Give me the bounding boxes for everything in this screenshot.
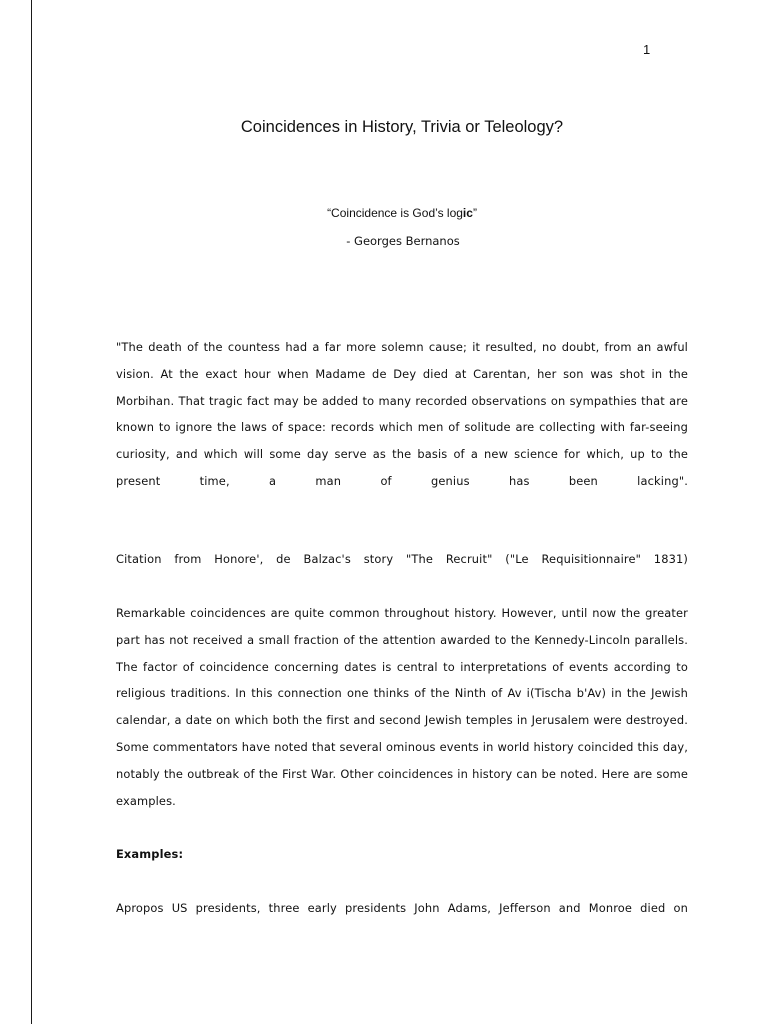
page-left-edge [31, 0, 32, 1024]
epigraph-close-quote: ” [472, 206, 477, 220]
examples-first-line: Apropos US presidents, three early presidents John Adams, Jefferson and Monroe died on [116, 901, 688, 915]
balzac-quote-paragraph: "The death of the countess had a far more solemn cause; it resulted, no doubt, from an awful vision. At the exact hour when Madame de Dey died at Carentan, her son was shot in the Morbihan. That tragic fact may be added to many recorded observations on sympathies that are known to ignore the laws of space: records which men of solitude are collecting with far-seeing curiosity, and which will some day serve as the basis of a new science for which, up to the present time, a man of genius has been lacking". [116, 340, 688, 488]
body-paragraph: Remarkable coincidences are quite common throughout history. However, until now the greater part has not received a small fraction of the attention awarded to the Kennedy-Lincoln parallels. The factor of coincidence concerning dates is central to interpretations of events according to religious traditions. In this connection one thinks of the Ninth of Av i(Tischa b'Av) in the Jewish calendar, a date on which both the first and second Jewish temples in Jerusalem were destroyed. Some commentators have noted that several ominous events in world history coincided this day, notably the outbreak of the First War. Other coincidences in history can be noted. Here are some examples. [116, 606, 688, 808]
examples-heading: Examples: [116, 847, 184, 861]
epigraph-emphasis: ic [462, 206, 473, 220]
epigraph-attribution: - Georges Bernanos [346, 234, 460, 248]
epigraph-quote [0, 206, 768, 220]
page-number: 1 [643, 42, 651, 57]
document-title: Coincidences in History, Trivia or Teleology? [240, 118, 564, 136]
citation-paragraph: Citation from Honore', de Balzac's story "The Recruit" ("Le Requisitionnaire" 1831) [116, 552, 688, 566]
epigraph-text: “Coincidence is God’s log [327, 206, 463, 220]
